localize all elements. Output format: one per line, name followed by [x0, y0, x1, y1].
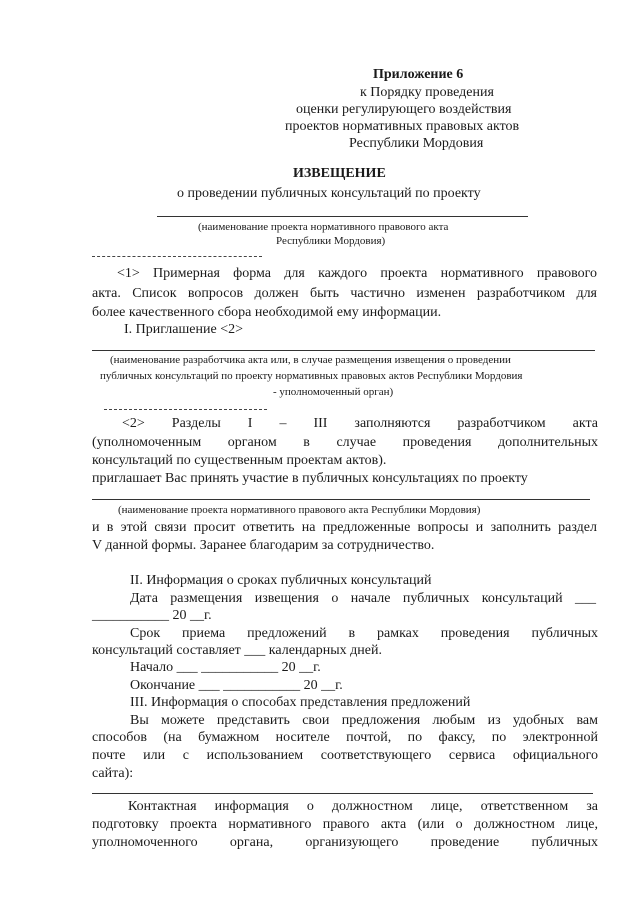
header-line: проектов нормативных правовых актов — [285, 119, 520, 134]
body-text: способов (на бумажном носителе почтой, по факсу, по электронной — [92, 730, 598, 745]
section-heading: III. Информация о способах представления предложений — [130, 695, 471, 710]
body-text: приглашает Вас принять участие в публичных консультациях по проекту — [92, 471, 528, 486]
body-text: Контактная информация о должностном лице, ответственном за — [128, 799, 598, 814]
footnote-text: более качественного сбора необходимой ему информации. — [92, 305, 442, 320]
field-caption: - уполномоченный орган) — [273, 386, 394, 398]
header-line: Республики Мордовия — [349, 136, 484, 151]
body-text: Дата размещения извещения о начале публичных консультаций ___ — [130, 591, 596, 606]
body-text: Начало ___ ___________ 20 __г. — [130, 660, 321, 675]
body-text: почте или с использованием соответствующего сервиса официального — [92, 748, 598, 763]
body-text: и в этой связи просит ответить на предложенные вопросы и заполнить раздел — [92, 520, 597, 535]
footnote-separator — [104, 409, 267, 410]
footnote-text: консультаций по существенным проектам актов). — [92, 453, 387, 468]
footnote-text: <2> Разделы I – III заполняются разработчиком акта — [122, 416, 598, 431]
header-line: к Порядку проведения — [360, 85, 494, 100]
section-heading: I. Приглашение <2> — [124, 322, 243, 337]
field-caption: (наименование проекта нормативного правового акта Республики Мордовия) — [118, 504, 481, 516]
field-caption: публичных консультаций по проекту нормативных правовых актов Республики Мордовия — [100, 370, 523, 382]
header-line: оценки регулирующего воздействия — [296, 102, 512, 117]
footnote-text: (уполномоченным органом в случае проведения дополнительных — [92, 435, 598, 450]
body-text: Окончание ___ ___________ 20 __г. — [130, 678, 343, 693]
body-text: Вы можете представить свои предложения любым из удобных вам — [130, 713, 598, 728]
body-text: консультаций составляет ___ календарных дней. — [92, 643, 382, 658]
body-text: сайта): — [92, 766, 134, 781]
appendix-number: Приложение 6 — [373, 67, 464, 82]
blank-line — [92, 793, 593, 794]
blank-line — [92, 350, 595, 351]
field-caption: Республики Мордовия) — [276, 235, 386, 247]
footnote-separator — [92, 256, 262, 257]
field-caption: (наименование разработчика акта или, в случае размещения извещения о проведении — [110, 354, 511, 366]
body-text: подготовку проекта нормативного правого акта (или о должностном лице, — [92, 817, 598, 832]
document-title: ИЗВЕЩЕНИЕ — [293, 166, 386, 181]
body-text: уполномоченного органа, организующего проведение публичных — [92, 835, 598, 850]
field-caption: (наименование проекта нормативного правового акта — [198, 221, 449, 233]
body-text: ___________ 20 __г. — [92, 608, 212, 623]
footnote-text: акта. Список вопросов должен быть частично изменен разработчиком для — [92, 286, 597, 301]
footnote-text: <1> Примерная форма для каждого проекта нормативного правового — [117, 266, 597, 281]
section-heading: II. Информация о сроках публичных консультаций — [130, 573, 432, 588]
blank-line — [92, 499, 590, 500]
blank-line — [157, 216, 528, 217]
body-text: Срок приема предложений в рамках проведения публичных — [130, 626, 598, 641]
body-text: V данной формы. Заранее благодарим за сотрудничество. — [92, 538, 435, 553]
document-subtitle: о проведении публичных консультаций по проекту — [177, 186, 481, 201]
